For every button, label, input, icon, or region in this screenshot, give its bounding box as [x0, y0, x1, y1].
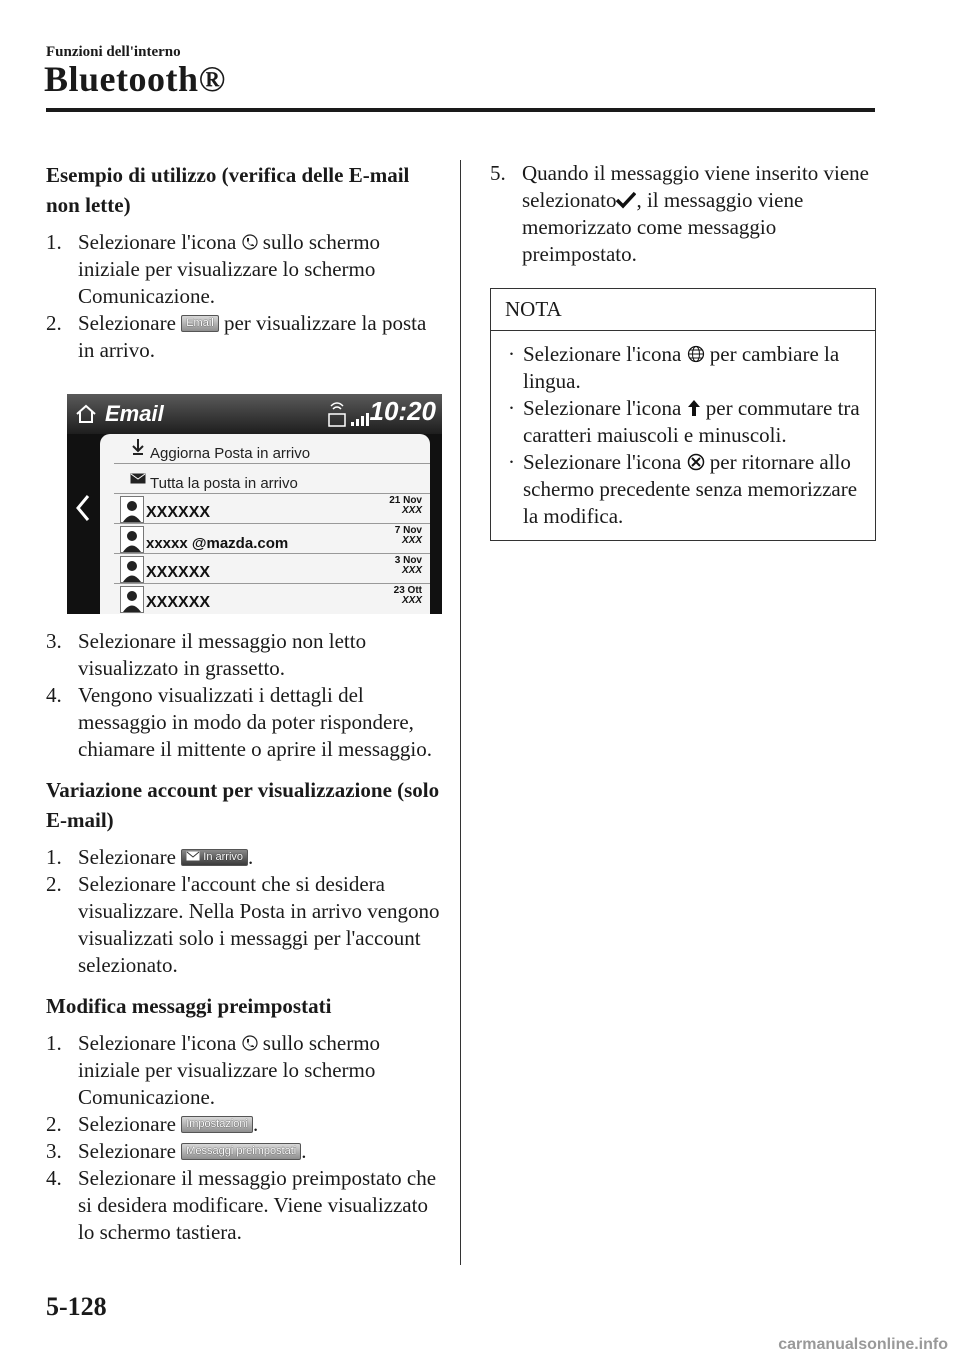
message-date: 7 Nov XXX	[394, 525, 422, 546]
bullet: ·	[508, 342, 515, 366]
step-text: sullo schermo iniziale per visualizzare lo schermo Comunicazione.	[78, 1031, 381, 1109]
inbox-button[interactable]	[181, 849, 248, 866]
section-heading-preset: Modifica messaggi preimpostati	[46, 994, 332, 1018]
bullet: ·	[508, 450, 515, 474]
note-text: per commutare tra caratteri maiuscoli e minuscoli.	[523, 396, 860, 447]
step-number: 3.	[46, 629, 62, 653]
step-number: 4.	[46, 683, 62, 707]
step-item	[490, 160, 880, 268]
step-text: Selezionare l'account che si desidera visualizzare. Nella Posta in arrivo vengono visualizzati solo i messaggi per l'account selezionato.	[78, 872, 440, 977]
step-number: 2.	[46, 872, 62, 896]
note-text: per cambiare la lingua.	[523, 342, 840, 393]
steps-preset	[46, 1030, 446, 1246]
note-list	[505, 341, 861, 530]
note-text: Selezionare l'icona	[523, 396, 682, 420]
message-sender: XXXXXX	[146, 594, 211, 611]
note-title: NOTA	[491, 289, 875, 331]
download-arrow-icon	[132, 438, 144, 456]
step-text: Selezionare	[78, 1112, 176, 1136]
title-rule	[46, 108, 875, 112]
step-item	[46, 229, 446, 310]
step-text: Selezionare il messaggio non letto visualizzato in grassetto.	[78, 629, 367, 680]
step-number: 2.	[46, 1112, 62, 1136]
screen-title: Email	[105, 401, 164, 426]
step-item	[46, 1030, 446, 1111]
step-text: Selezionare l'icona	[78, 1031, 237, 1055]
step-item	[46, 628, 446, 682]
screen-header	[67, 394, 442, 434]
section-heading-account: Variazione account per visualizzazione (solo E-mail)	[46, 778, 440, 832]
step-text: Selezionare	[78, 311, 176, 335]
page-title: Bluetooth®	[44, 59, 226, 99]
step-text: Selezionare l'icona	[78, 230, 237, 254]
step-number: 4.	[46, 1166, 62, 1190]
cancel-circle-icon	[687, 453, 705, 471]
step-text: sullo schermo iniziale per visualizzare lo schermo Comunicazione.	[78, 230, 381, 308]
clock-time: 10:20	[369, 396, 436, 426]
steps-preset-continued	[490, 160, 880, 268]
steps-unread-email	[46, 229, 446, 364]
checkmark-icon	[616, 191, 636, 209]
step-text: Vengono visualizzati i dettagli del messaggio in modo da poter rispondere, chiamare il mittente o aprire il messaggio.	[78, 683, 432, 761]
step-item	[46, 1138, 446, 1165]
note-item	[505, 395, 861, 449]
signal-icon	[325, 400, 375, 430]
message-row[interactable]	[114, 494, 430, 524]
phone-icon	[242, 1034, 258, 1052]
watermark: carmanualsonline.info	[778, 1336, 948, 1353]
note-item	[505, 449, 861, 530]
contact-avatar-icon	[120, 496, 144, 523]
email-screen	[67, 394, 442, 614]
settings-button[interactable]: Impostazioni	[181, 1116, 253, 1133]
step-item	[46, 1111, 446, 1138]
step-item	[46, 682, 446, 763]
note-box	[490, 288, 876, 541]
section-heading-unread-email: Esempio di utilizzo (verifica delle E-mail non lette)	[46, 163, 410, 217]
step-number: 5.	[490, 161, 506, 185]
envelope-icon	[186, 851, 200, 861]
step-number: 1.	[46, 1031, 62, 1055]
inbox-button-label: In arrivo	[203, 851, 244, 863]
section-label: Funzioni dell'interno	[46, 44, 181, 60]
inbox-list	[100, 434, 430, 614]
step-item	[46, 1165, 446, 1246]
refresh-label: Aggiorna Posta in arrivo	[150, 445, 311, 462]
column-divider	[460, 160, 461, 1265]
note-body	[491, 331, 875, 540]
step-text: .	[248, 845, 254, 869]
note-text: per ritornare allo schermo precedente senza memorizzare la modifica.	[523, 450, 858, 528]
preset-messages-button[interactable]: Messaggi preimpostati	[181, 1143, 301, 1160]
message-date: 21 Nov XXX	[389, 495, 422, 516]
left-column	[46, 160, 446, 1258]
message-row[interactable]	[114, 554, 430, 584]
note-text: Selezionare l'icona	[523, 342, 682, 366]
contact-avatar-icon	[120, 556, 144, 583]
step-text: Selezionare il messaggio preimpostato che si desidera modificare. Viene visualizzato lo schermo tastiera.	[78, 1166, 437, 1244]
step-text: .	[252, 1112, 259, 1136]
step-item	[46, 871, 446, 979]
right-column	[490, 160, 880, 541]
step-number: 1.	[46, 230, 62, 254]
steps-account	[46, 844, 446, 979]
step-number: 1.	[46, 845, 62, 869]
back-chevron-icon[interactable]	[75, 494, 91, 522]
all-inbox-label: Tutta la posta in arrivo	[150, 475, 298, 492]
phone-icon	[242, 233, 258, 251]
message-sender: XXXXXX	[146, 564, 211, 581]
step-number: 3.	[46, 1139, 62, 1163]
message-row[interactable]	[114, 584, 430, 613]
refresh-row[interactable]	[114, 434, 430, 464]
step-item	[46, 310, 446, 364]
step-number: 2.	[46, 311, 62, 335]
message-row[interactable]	[114, 524, 430, 554]
contact-avatar-icon	[120, 586, 144, 613]
message-sender: XXXXXX	[146, 504, 211, 521]
step-text: Quando il messaggio viene inserito viene selezionato	[522, 161, 870, 212]
home-icon[interactable]	[75, 404, 97, 424]
steps-unread-email-continued	[46, 628, 446, 763]
contact-avatar-icon	[120, 526, 144, 553]
message-date: 23 Ott XXX	[393, 585, 422, 606]
step-text: , il messaggio viene memorizzato come messaggio preimpostato.	[522, 188, 804, 266]
globe-icon	[687, 345, 705, 363]
step-text: Selezionare	[78, 845, 176, 869]
email-button[interactable]: Email	[181, 315, 219, 332]
envelope-icon	[130, 473, 146, 484]
note-text: Selezionare l'icona	[523, 450, 682, 474]
step-text: Selezionare	[78, 1139, 176, 1163]
bullet: ·	[508, 396, 515, 420]
message-sender: xxxxx @mazda.com	[146, 535, 289, 552]
message-date: 3 Nov XXX	[394, 555, 422, 576]
all-inbox-row[interactable]	[114, 464, 430, 494]
step-text: .	[301, 1139, 307, 1163]
shift-arrow-icon	[687, 399, 701, 417]
note-item	[505, 341, 861, 395]
step-text: per visualizzare la posta in arrivo.	[78, 311, 427, 362]
step-item	[46, 844, 446, 871]
page-number: 5-128	[46, 1292, 107, 1321]
